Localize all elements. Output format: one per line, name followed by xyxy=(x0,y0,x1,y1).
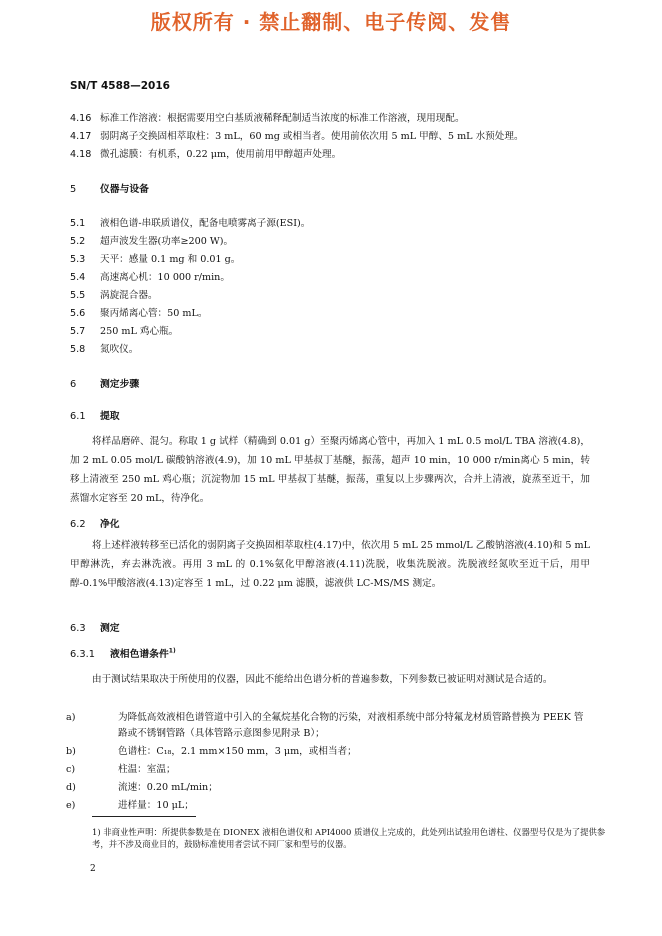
instrument-item xyxy=(70,287,158,301)
instrument-text: 高速离心机：10 000 r/min。 xyxy=(100,272,230,283)
condition-item xyxy=(66,798,592,814)
section-heading xyxy=(70,181,149,195)
instrument-item xyxy=(70,323,178,337)
instrument-text: 氮吹仪。 xyxy=(100,344,139,355)
instrument-item xyxy=(70,215,310,229)
instrument-number: 5.5 xyxy=(70,290,86,301)
subsubsection-title: 液相色谱条件 xyxy=(110,649,169,660)
footnote-divider xyxy=(92,816,196,817)
instrument-text: 超声波发生器(功率≥200 W)。 xyxy=(100,236,234,247)
section-title: 测定步骤 xyxy=(100,379,140,390)
def-text: 微孔滤膜：有机系，0.22 μm，使用前用甲醇超声处理。 xyxy=(100,149,342,160)
subsection-title: 提取 xyxy=(100,411,120,422)
subsection-number: 6.2 xyxy=(70,519,86,530)
cleanup-paragraph: 将上述样液转移至已活化的弱阴离子交换固相萃取柱(4.17)中，依次用 5 mL 25 mmol/L 乙酸钠溶液(4.10)和 5 mL 甲醇淋洗，弃去淋洗液。再用 3 mL 的 0.1%氨化甲醇溶液(4.11)洗脱，收集洗脱液。洗脱液经氮吹至近干后，用甲醇-0.1%甲酸溶液(4.13)定容至 1 mL，过 0.22 μm 滤膜，滤液供 LC-MS/MS 测定。 xyxy=(70,540,590,589)
section-number: 6 xyxy=(70,379,77,390)
instrument-item xyxy=(70,305,207,319)
condition-text: 柱温：室温； xyxy=(118,764,176,775)
subsection-number: 6.3 xyxy=(70,623,86,634)
instrument-item xyxy=(70,269,230,283)
def-text: 标准工作溶液：根据需要用空白基质液稀释配制适当浓度的标准工作溶液，现用现配。 xyxy=(100,113,465,124)
condition-label: d) xyxy=(66,782,76,793)
condition-item xyxy=(66,744,592,760)
condition-label: b) xyxy=(66,746,76,757)
condition-label: e) xyxy=(66,800,76,811)
section-heading xyxy=(70,376,139,390)
section-title: 仪器与设备 xyxy=(100,184,149,195)
instrument-number: 5.3 xyxy=(70,254,86,265)
def-text: 弱阴离子交换固相萃取柱：3 mL，60 mg 或相当者。使用前依次用 5 mL 甲醇、5 mL 水预处理。 xyxy=(100,131,524,142)
def-item xyxy=(70,146,341,160)
subsection-title: 测定 xyxy=(100,623,120,634)
subsection-heading xyxy=(70,516,120,530)
condition-item xyxy=(66,762,592,778)
footnote-marker: 1) xyxy=(168,647,176,655)
instrument-item xyxy=(70,233,233,247)
extraction-paragraph: 将样品磨碎、混匀。称取 1 g 试样（精确到 0.01 g）至聚丙烯离心管中，再加入 1 mL 0.5 mol/L TBA 溶液(4.8)，加 2 mL 0.05 mol/L 碳酸钠溶液(4.9)，加 10 mL 甲基叔丁基醚，振荡，超声 10 min，10 000 r/min离心 5 min，转移上清液至 250 mL 鸡心瓶；沉淀物加 15 mL 甲基叔丁基醚，振荡，重复以上步骤两次，合并上清液，旋蒸至近干，加蒸馏水定容至 20 mL，待净化。 xyxy=(70,436,590,504)
footnote: 1) 非商业性声明：所提供参数是在 DIONEX 液相色谱仪和 API4000 质谱仪上完成的，此处列出试验用色谱柱、仪器型号仅是为了提供参考，并不涉及商业目的，鼓励标准使用者尝试不同厂家和型号的仪器。 xyxy=(92,827,606,849)
condition-text: 色谱柱：C₁₈，2.1 mm×150 mm，3 μm，或相当者； xyxy=(118,746,357,757)
subsubsection-heading xyxy=(70,646,176,660)
instrument-item xyxy=(70,251,240,265)
condition-text: 为降低高效液相色谱管道中引入的全氟烷基化合物的污染，对液相系统中部分特氟龙材质管路替换为 PEEK 管路或不锈钢管路（具体管路示意图参见附录 B）； xyxy=(118,712,584,739)
condition-label: c) xyxy=(66,764,76,775)
instrument-number: 5.7 xyxy=(70,326,86,337)
instrument-number: 5.4 xyxy=(70,272,86,283)
condition-text: 流速：0.20 mL/min； xyxy=(118,782,218,793)
subsection-heading xyxy=(70,620,120,634)
copyright-banner: 版权所有 · 禁止翻制、电子传阅、发售 xyxy=(150,10,512,34)
instrument-number: 5.6 xyxy=(70,308,86,319)
standard-number: SN/T 4588—2016 xyxy=(70,80,170,92)
subsection-title: 净化 xyxy=(100,519,120,530)
instrument-text: 涡旋混合器。 xyxy=(100,290,158,301)
subsection-heading xyxy=(70,408,120,422)
instrument-number: 5.1 xyxy=(70,218,86,229)
instrument-text: 液相色谱-串联质谱仪，配备电喷雾离子源(ESI)。 xyxy=(100,218,311,229)
instrument-text: 250 mL 鸡心瓶。 xyxy=(100,326,179,337)
instrument-number: 5.8 xyxy=(70,344,86,355)
page-number: 2 xyxy=(90,864,96,874)
def-item xyxy=(70,128,524,142)
def-number: 4.16 xyxy=(70,113,92,124)
condition-text: 进样量：10 μL； xyxy=(118,800,194,811)
subsubsection-number: 6.3.1 xyxy=(70,649,95,660)
instrument-text: 聚丙烯离心管：50 mL。 xyxy=(100,308,208,319)
subsection-number: 6.1 xyxy=(70,411,86,422)
section-number: 5 xyxy=(70,184,77,195)
instrument-text: 天平：感量 0.1 mg 和 0.01 g。 xyxy=(100,254,241,265)
lc-conditions-intro: 由于测试结果取决于所使用的仪器，因此不能给出色谱分析的普遍参数，下列参数已被证明对测试是合适的。 xyxy=(92,674,553,685)
condition-item xyxy=(66,710,592,742)
condition-item xyxy=(66,780,592,796)
instrument-number: 5.2 xyxy=(70,236,86,247)
condition-label: a) xyxy=(66,712,76,723)
def-number: 4.18 xyxy=(70,149,92,160)
def-item xyxy=(70,110,465,124)
instrument-item xyxy=(70,341,138,355)
def-number: 4.17 xyxy=(70,131,92,142)
